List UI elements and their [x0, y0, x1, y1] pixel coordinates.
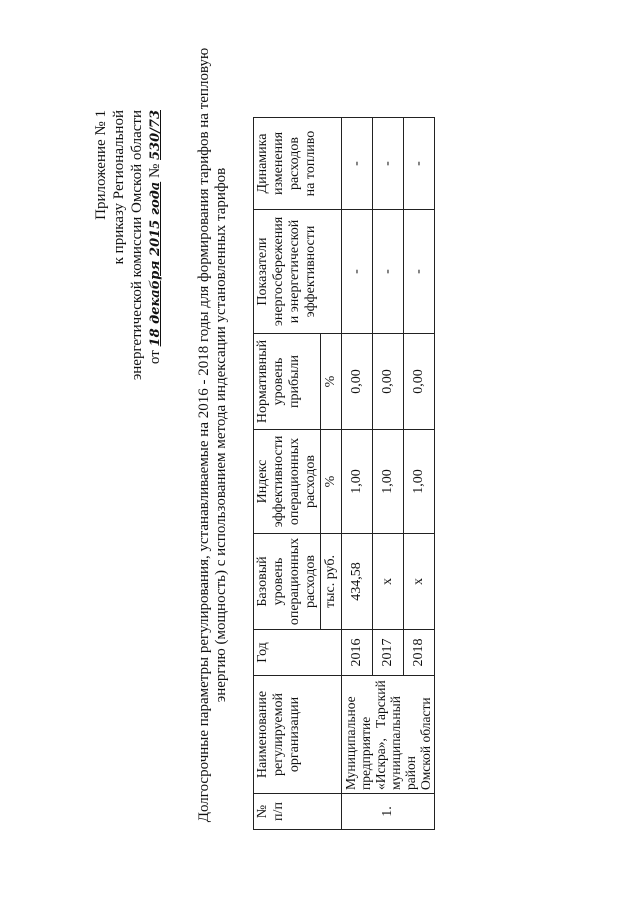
cell-year: 2018	[404, 630, 435, 676]
header-energy-saving: Показатели энергосбережения и энергетической эффективности	[254, 210, 342, 334]
header-year: Год	[254, 630, 342, 676]
cell-fuel: -	[404, 118, 435, 210]
cell-index: 1,00	[373, 430, 404, 534]
appendix-commission: энергетической комиссии Омской области	[129, 110, 145, 381]
unit-base: тыс. руб.	[321, 534, 342, 630]
handwritten-number: 530/73	[148, 110, 163, 160]
table-header-row	[254, 118, 321, 830]
header-organization: Наименование регулируемой организации	[254, 676, 342, 794]
cell-base: x	[404, 534, 435, 630]
unit-index: %	[321, 430, 342, 534]
appendix-order-ref: к приказу Региональной	[111, 110, 127, 265]
heading-line-1: Долгосрочные параметры регулирования, устанавливаемые на 2016 - 2018 годы для формирования тарифов на тепловую	[196, 47, 212, 823]
heading-line-2: энергию (мощность) с использованием метода индексации установленных тарифов	[213, 167, 229, 703]
unit-profit: %	[321, 334, 342, 430]
appendix-title: Приложение № 1	[93, 110, 109, 220]
parameters-table	[253, 117, 435, 830]
cell-base: 434,58	[342, 534, 373, 630]
cell-energy: -	[373, 210, 404, 334]
cell-energy: -	[404, 210, 435, 334]
cell-base: x	[373, 534, 404, 630]
table-row	[342, 118, 373, 830]
cell-energy: -	[342, 210, 373, 334]
row-number: 1.	[342, 794, 435, 830]
header-base-level: Базовый уровень операционных расходов	[254, 534, 321, 630]
cell-index: 1,00	[342, 430, 373, 534]
header-num: № п/п	[254, 794, 342, 830]
header-profit-level: Нормативный уровень прибыли	[254, 334, 321, 430]
cell-profit: 0,00	[404, 334, 435, 430]
document-heading	[196, 25, 230, 845]
appendix-date-line	[146, 110, 165, 905]
cell-profit: 0,00	[373, 334, 404, 430]
appendix-block	[92, 110, 165, 905]
organization-name: Муниципальное предприятие «Искра», Тарский муниципальный район Омской области	[342, 676, 435, 794]
cell-year: 2017	[373, 630, 404, 676]
header-efficiency-index: Индекс эффективности операционных расходов	[254, 430, 321, 534]
cell-fuel: -	[342, 118, 373, 210]
number-prefix: №	[147, 163, 163, 179]
cell-profit: 0,00	[342, 334, 373, 430]
cell-year: 2016	[342, 630, 373, 676]
cell-fuel: -	[373, 118, 404, 210]
cell-index: 1,00	[404, 430, 435, 534]
header-fuel-dynamics: Динамика изменения расходов на топливо	[254, 118, 342, 210]
date-prefix: от	[147, 350, 163, 365]
handwritten-date: 18 декабря 2015 года	[148, 181, 163, 347]
